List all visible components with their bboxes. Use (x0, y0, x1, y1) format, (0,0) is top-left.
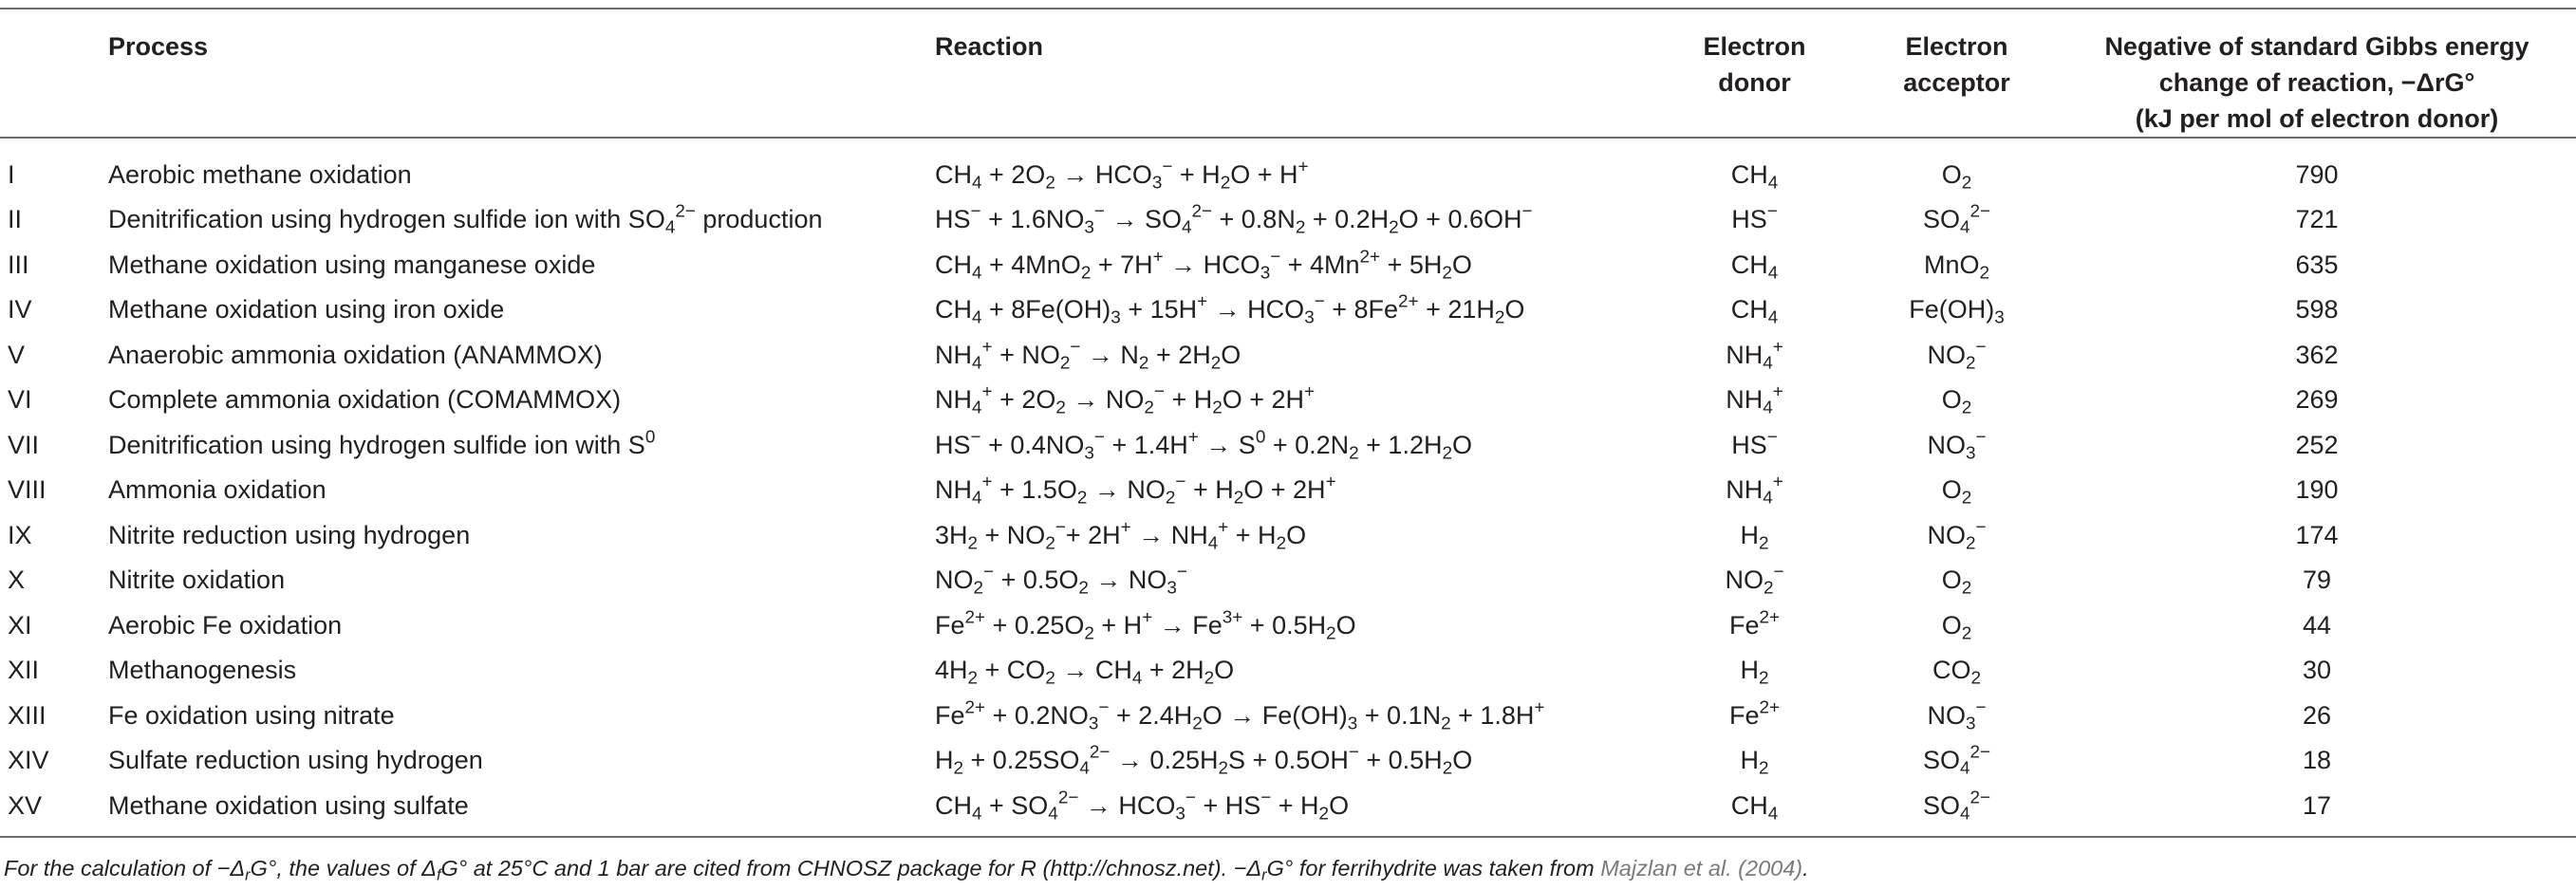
gibbs-energy-cell: 26 (2302, 700, 2332, 730)
table-row (0, 603, 2576, 648)
gibbs-energy-cell: 190 (2295, 475, 2339, 505)
process-cell: Aerobic Fe oxidation (108, 610, 343, 640)
electron-donor-cell: $Fe^{2+}$ (1728, 607, 1781, 640)
table-row (0, 558, 2576, 603)
header-electron-acceptor (1856, 9, 2058, 138)
process-cell: Nitrite oxidation (108, 566, 286, 595)
header-gibbs-energy (2058, 9, 2576, 138)
reaction-cell: $CH_4 + 4MnO_2 + 7H^+ \to HCO_3^- + 4Mn^{2+} + 5H_2O$ (935, 247, 1472, 284)
gibbs-energy-table (0, 8, 2576, 838)
table-header (0, 9, 2576, 138)
reaction-cell: $HS^- + 0.4NO_3^- + 1.4H^+ \to S^0 + 0.2N_2 + 1.2H_2O$ (935, 427, 1472, 464)
table-row (0, 422, 2576, 468)
header-gibbs-line2: change of reaction, −ΔrG° (2158, 68, 2475, 97)
row-number: III (8, 250, 29, 279)
gibbs-energy-cell: 635 (2295, 250, 2339, 279)
row-number: II (8, 205, 23, 234)
header-number (0, 9, 108, 138)
process-cell: Methane oxidation using iron oxide (108, 295, 505, 324)
gibbs-energy-cell: 362 (2295, 340, 2339, 369)
gibbs-energy-cell: 252 (2295, 430, 2339, 459)
electron-donor-cell: $NO_2^-$ (1725, 562, 1784, 599)
table-row (0, 512, 2576, 558)
process-cell: Methane oxidation using manganese oxide (108, 250, 596, 279)
row-number: IV (8, 295, 32, 324)
gibbs-energy-cell: 17 (2302, 790, 2332, 820)
reaction-cell: $H_2 + 0.25SO_4^{2-} \to 0.25H_2S + 0.5OH^- + 0.5H_2O$ (935, 742, 1473, 779)
header-electron-donor (1653, 9, 1856, 138)
table-row (0, 648, 2576, 694)
header-donor-line2: donor (1718, 68, 1791, 97)
process-cell: Sulfate reduction using hydrogen (108, 746, 483, 775)
row-number: I (8, 159, 15, 189)
electron-acceptor-cell: $NO_3^-$ (1927, 427, 1987, 464)
table-row (0, 378, 2576, 423)
row-number: XI (8, 610, 32, 640)
reaction-cell: $4H_2 + CO_2 \to CH_4 + 2H_2O$ (935, 656, 1235, 689)
reaction-cell: $NO_2^- + 0.5O_2 \to NO_3^-$ (935, 562, 1187, 599)
electron-acceptor-cell: $O_2$ (1941, 566, 1972, 599)
electron-donor-cell: $H_2$ (1740, 520, 1769, 554)
gibbs-energy-cell: 44 (2302, 610, 2332, 640)
gibbs-energy-cell: 269 (2295, 385, 2339, 415)
gibbs-energy-cell: 18 (2302, 746, 2332, 775)
header-acceptor-line2: acceptor (1903, 68, 2010, 97)
process-cell: Methanogenesis (108, 656, 297, 685)
gibbs-energy-cell: 721 (2295, 205, 2339, 234)
header-donor-line1: Electron (1703, 32, 1806, 61)
row-number: VIII (8, 475, 47, 505)
process-cell: Ammonia oxidation (108, 475, 327, 505)
header-process: Process (108, 32, 209, 61)
electron-acceptor-cell: $SO_4^{2-}$ (1922, 788, 1991, 825)
electron-acceptor-cell: $O_2$ (1941, 159, 1972, 194)
table-row (0, 287, 2576, 333)
process-cell: Fe oxidation using nitrate (108, 700, 395, 730)
electron-donor-cell: $H_2$ (1740, 746, 1769, 779)
process-cell: Nitrite reduction using hydrogen (108, 520, 471, 549)
process-cell: Anaerobic ammonia oxidation (ANAMMOX) (108, 340, 603, 369)
row-number: V (8, 340, 26, 369)
process-cell: Complete ammonia oxidation (COMAMMOX) (108, 385, 622, 415)
electron-donor-cell: $NH_4^+$ (1726, 472, 1783, 509)
footnote-text: For the calculation of $-\Delta_rG^\circ$, the values of $\Delta_fG^\circ$ at 25°C and 1 bar are cited from CHNOSZ package for R (http://chnosz.net). $-\Delta_rG^\circ$ for ferrihydrite was taken from (4, 856, 1601, 884)
electron-acceptor-cell: $NO_2^-$ (1927, 517, 1987, 554)
electron-donor-cell: $CH_4$ (1730, 250, 1779, 284)
reaction-cell: $NH_4^+ + 1.5O_2 \to NO_2^- + H_2O + 2H^+$ (935, 472, 1336, 509)
reaction-cell: $NH_4^+ + NO_2^- \to N_2 + 2H_2O$ (935, 337, 1241, 374)
row-number: VI (8, 385, 32, 415)
footnote-end: . (1802, 856, 1809, 881)
electron-donor-cell: $NH_4^+$ (1726, 381, 1783, 418)
reaction-cell: $Fe^{2+} + 0.25O_2 + H^+ \to Fe^{3+} + 0.5H_2O$ (935, 607, 1356, 644)
header-row (0, 9, 2576, 138)
table-row (0, 783, 2576, 837)
reaction-cell: $3H_2 + NO_2^-+ 2H^+ \to NH_4^+ + H_2O$ (935, 517, 1307, 554)
electron-acceptor-cell: $O_2$ (1941, 385, 1972, 418)
electron-donor-cell: $NH_4^+$ (1726, 337, 1783, 374)
electron-acceptor-cell: MnO$_2$ (1923, 250, 1990, 284)
gibbs-energy-cell: 30 (2302, 656, 2332, 685)
electron-acceptor-cell: $CO_2$ (1932, 656, 1981, 689)
header-reaction: Reaction (935, 32, 1044, 61)
electron-donor-cell: $CH_4$ (1730, 295, 1779, 328)
electron-acceptor-cell: $SO_4^{2-}$ (1922, 201, 1991, 238)
electron-donor-cell: $Fe^{2+}$ (1728, 697, 1781, 730)
gibbs-energy-cell: 598 (2295, 295, 2339, 324)
electron-acceptor-cell: $SO_4^{2-}$ (1922, 742, 1991, 779)
process-cell: Aerobic methane oxidation (108, 159, 412, 189)
gibbs-energy-cell: 79 (2302, 566, 2332, 595)
header-gibbs-line1: Negative of standard Gibbs energy (2104, 32, 2529, 61)
table-row (0, 332, 2576, 378)
reaction-cell: $CH_4 + SO_4^{2-} \to HCO_3^- + HS^- + H_2O$ (935, 788, 1350, 825)
reaction-cell: $HS^- + 1.6NO_3^- \to SO_4^{2-} + 0.8N_2 + 0.2H_2O + 0.6OH^-$ (935, 201, 1533, 238)
gibbs-energy-cell: 174 (2295, 520, 2339, 549)
row-number: X (8, 566, 26, 595)
electron-acceptor-cell: $NO_3^-$ (1927, 697, 1987, 734)
electron-acceptor-cell: $NO_2^-$ (1927, 337, 1987, 374)
electron-acceptor-cell: $O_2$ (1941, 610, 1972, 644)
process-cell: Denitrification using hydrogen sulfide ion with $S^0$ (108, 427, 656, 459)
table-row (0, 242, 2576, 287)
row-number: XIII (8, 700, 47, 730)
reaction-cell: $CH_4 + 8Fe(OH)_3 + 15H^+ \to HCO_3^- + 8Fe^{2+} + 21H_2O$ (935, 291, 1525, 328)
reference-link[interactable]: Majzlan et al. (2004) (1600, 856, 1803, 881)
header-gibbs-line3: (kJ per mol of electron donor) (2135, 104, 2499, 133)
electron-acceptor-cell: $O_2$ (1941, 475, 1972, 509)
reaction-cell: $Fe^{2+} + 0.2NO_3^- + 2.4H_2O \to Fe(OH)_3 + 0.1N_2 + 1.8H^+$ (935, 697, 1545, 734)
row-number: XIV (8, 746, 49, 775)
header-acceptor-line1: Electron (1905, 32, 2008, 61)
table-body (0, 138, 2576, 837)
table-row (0, 738, 2576, 784)
electron-donor-cell: $CH_4$ (1730, 159, 1779, 194)
electron-acceptor-cell: $Fe(OH)_3$ (1909, 295, 2005, 328)
row-number: XV (8, 790, 43, 820)
row-number: IX (8, 520, 32, 549)
table-row (0, 468, 2576, 513)
process-cell: Methane oxidation using sulfate (108, 790, 469, 820)
gibbs-energy-cell: 790 (2295, 159, 2339, 189)
table-row (0, 197, 2576, 243)
table-footnote (4, 856, 1809, 884)
reaction-cell: $CH_4 + 2O_2 \to HCO_3^- + H_2O + H^+$ (935, 157, 1309, 194)
reaction-cell: $NH_4^+ + 2O_2 \to NO_2^- + H_2O + 2H^+$ (935, 381, 1316, 418)
row-number: VII (8, 430, 40, 459)
row-number: XII (8, 656, 40, 685)
table-row (0, 138, 2576, 197)
electron-donor-cell: $H_2$ (1740, 656, 1769, 689)
electron-donor-cell: HS− (1731, 427, 1778, 459)
process-cell: Denitrification using hydrogen sulfide ion with $SO_4^{2-}$ production (108, 201, 823, 238)
electron-donor-cell: $CH_4$ (1730, 790, 1779, 825)
table-row (0, 693, 2576, 738)
electron-donor-cell: HS− (1731, 201, 1778, 234)
